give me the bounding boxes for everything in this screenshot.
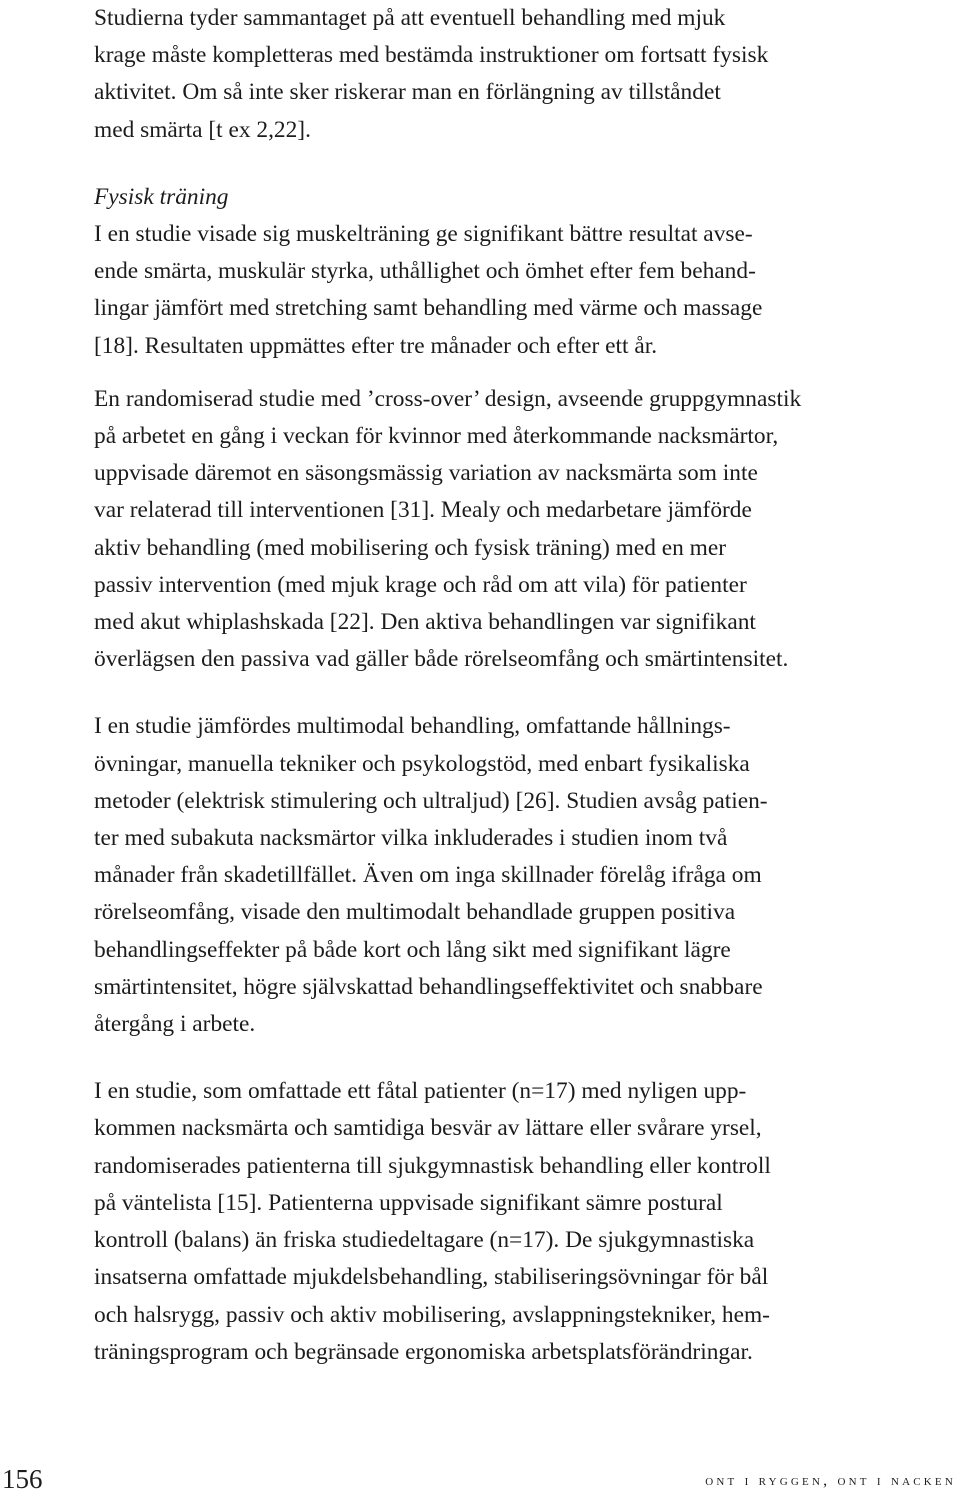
text-line: aktivitet. Om så inte sker riskerar man en förlängning av tillståndet: [94, 79, 721, 106]
text-line: överlägsen den passiva vad gäller både rörelseomfång och smärtintensitet.: [94, 646, 789, 673]
text-line: och halsrygg, passiv och aktiv mobilisering, avslappningstekniker, hem-: [94, 1301, 770, 1328]
page-body: [94, 0, 956, 1371]
paragraph-intro: [94, 0, 956, 149]
text-line: krage måste kompletteras med bestämda instruktioner om fortsatt fysisk: [94, 42, 769, 69]
section-heading: Fysisk träning: [94, 183, 229, 210]
text-line: [18]. Resultaten uppmättes efter tre månader och efter ett år.: [94, 332, 658, 359]
text-line: smärtintensitet, högre självskattad behandlingseffektivitet och snabbare: [94, 973, 763, 1000]
text-line: med smärta [t ex 2,22].: [94, 116, 311, 143]
text-line: uppvisade däremot en säsongsmässig variation av nacksmärta som inte: [94, 460, 758, 487]
page-number: 156: [2, 1464, 43, 1494]
paragraph-muskeltraning: [94, 216, 956, 365]
text-line: insatserna omfattade mjukdelsbehandling, stabiliseringsövningar för bål: [94, 1264, 769, 1291]
text-line: Studierna tyder sammantaget på att eventuell behandling med mjuk: [94, 5, 726, 31]
text-line: ende smärta, muskulär styrka, uthållighet och ömhet efter fem behand-: [94, 258, 756, 285]
text-line: En randomiserad studie med ’cross-over’ design, avseende gruppgymnastik: [94, 385, 802, 412]
text-line: I en studie jämfördes multimodal behandling, omfattande hållnings-: [94, 713, 731, 740]
text-line: lingar jämfört med stretching samt behandling med värme och massage: [94, 295, 763, 322]
text-line: med akut whiplashskada [22]. Den aktiva behandlingen var signifikant: [94, 609, 756, 636]
text-line: återgång i arbete.: [94, 1011, 256, 1038]
text-line: passiv intervention (med mjuk krage och råd om att vila) för patienter: [94, 571, 747, 598]
text-line: rörelseomfång, visade den multimodalt behandlade gruppen positiva: [94, 899, 736, 926]
text-line: kommen nacksmärta och samtidiga besvär av lättare eller svårare yrsel,: [94, 1115, 762, 1142]
text-line: träningsprogram och begränsade ergonomiska arbetsplatsförändringar.: [94, 1338, 753, 1365]
text-line: kontroll (balans) än friska studiedeltagare (n=17). De sjukgymnastiska: [94, 1227, 755, 1254]
text-line: behandlingseffekter på både kort och lång sikt med signifikant lägre: [94, 936, 731, 963]
paragraph-gruppgymnastik: [94, 381, 956, 679]
text-line: randomiserades patienterna till sjukgymnastisk behandling eller kontroll: [94, 1152, 771, 1179]
text-line: I en studie visade sig muskelträning ge signifikant bättre resultat avse-: [94, 221, 753, 248]
text-line: var relaterad till interventionen [31]. Mealy och medarbetare jämförde: [94, 497, 752, 524]
text-line: övningar, manuella tekniker och psykologstöd, med enbart fysikaliska: [94, 750, 750, 777]
text-line: månader från skadetillfället. Även om inga skillnader förelåg ifråga om: [94, 862, 762, 889]
text-line: på arbetet en gång i veckan för kvinnor med återkommande nacksmärtor,: [94, 423, 779, 450]
paragraph-yrsel: [94, 1073, 956, 1371]
text-line: I en studie, som omfattade ett fåtal patienter (n=17) med nyligen upp-: [94, 1078, 747, 1105]
text-line: på väntelista [15]. Patienterna uppvisade signifikant sämre postural: [94, 1189, 723, 1216]
running-title: ont i ryggen, ont i nacken: [705, 1472, 956, 1489]
text-line: ter med subakuta nacksmärtor vilka inkluderades i studien inom två: [94, 825, 728, 852]
text-line: aktiv behandling (med mobilisering och fysisk träning) med en mer: [94, 534, 727, 561]
paragraph-multimodal: [94, 708, 956, 1043]
text-line: metoder (elektrisk stimulering och ultraljud) [26]. Studien avsåg patien-: [94, 787, 768, 814]
